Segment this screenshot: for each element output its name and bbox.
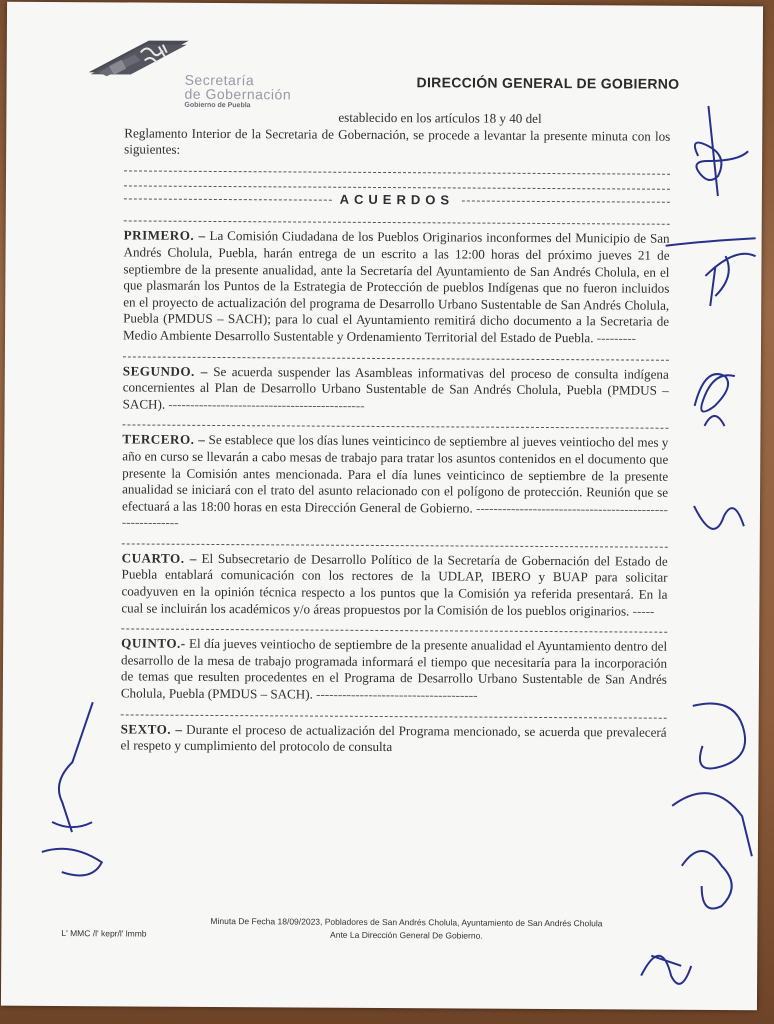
clause-text: Durante el proceso de actualización del Programa mencionado, se acuerda que prevalecerá el respeto y cumplimiento del protocolo de consulta [120, 721, 667, 755]
clause-text: El día jueves veintiocho de septiembre de la presente anualidad el Ayuntamiento dentro del desarrollo de la mesa de trabajo programada informará el tiempo que necesitaría para la incorporación de temas que resulten procedentes en el Programa de Desarrollo Urbano Sustentable de San Andrés Cholula, Puebla (PMDUS – SACH). [120, 636, 668, 702]
dashed-divider [121, 704, 667, 718]
document-body [120, 108, 670, 757]
clause-label: CUARTO. – [121, 550, 197, 566]
intro-text: Reglamento Interior de la Secretaria de Gobernación, se procede a levantar la presente minuta con los siguientes: [124, 125, 671, 157]
signature-left [32, 692, 123, 893]
clause-label: SEGUNDO. – [122, 362, 208, 379]
typist-initials: L' MMC /l' kepr/l' lmmb [61, 928, 147, 939]
signature-right-top [678, 96, 759, 216]
clause-trail: ----- [629, 603, 655, 619]
clause-trail: --------- [593, 330, 637, 346]
clause-segundo [123, 363, 669, 416]
dashed-divider [124, 160, 670, 174]
clause-trail: ------------------------------------- [312, 686, 478, 703]
footer-line-2: Ante La Dirección General De Gobierno. [330, 929, 483, 941]
acuerdos-heading: ACUERDOS [339, 191, 455, 208]
logo-line-2: de Gobernación [184, 85, 292, 103]
document-page [1, 2, 763, 1011]
signature-right-5 [652, 686, 763, 917]
footer-line-1: Minuta De Fecha 18/09/2023, Pobladores de San Andrés Cholula, Ayuntamiento de San Andrés Cholula [210, 915, 603, 929]
logo-line-3: Gobierno de Puebla [184, 101, 251, 110]
dashed-divider [462, 200, 670, 202]
clause-label: SEXTO. – [120, 721, 183, 737]
logo-line-1: Secretaría [184, 71, 255, 89]
dashed-divider [123, 346, 669, 360]
page-footer [171, 915, 641, 944]
logo-wordmark [184, 73, 291, 112]
dashed-divider [121, 619, 667, 633]
clause-primero [123, 228, 670, 347]
clause-sexto [120, 721, 666, 758]
clause-text: Se acuerda suspender las Asambleas informativas del proceso de consulta indígena concernientes al Plan de Desarrollo Urbano Sustentable de San Andrés Cholula, Puebla (PMDUS – SACH). [122, 363, 669, 412]
clause-quinto [121, 636, 667, 706]
page-header-title: DIRECCIÓN GENERAL DE GOBIERNO [416, 74, 680, 92]
clause-trail: --------------------------------------------------------- [121, 500, 669, 531]
clause-label: PRIMERO. – [123, 227, 206, 244]
signature-right-3 [674, 346, 755, 446]
dashed-divider [122, 533, 668, 547]
clause-label: QUINTO.- [121, 635, 186, 652]
acuerdos-heading-row [124, 190, 670, 210]
signature-right-4 [684, 496, 754, 556]
dashed-divider [124, 175, 670, 189]
signature-right-2 [665, 236, 766, 337]
dashed-divider [122, 415, 668, 429]
dashed-divider [124, 198, 332, 200]
intro-line: establecido en los artículos 18 y 40 del [338, 109, 542, 126]
clause-text: El Subsecretario de Desarrollo Político de la Secretaría de Gobernación del Estado de Puebla entablará comunicación con los rectores de la UDLAP, IBERO y BUAP para solicitar coadyuven en la opinión técnica respecto a los puntos que la Comisión ya referida presentará. En la cual se incluirán los académicos y/o áreas propuestos por la Comisión de los pueblos originarios. [121, 550, 668, 619]
clause-label: TERCERO. – [122, 431, 206, 448]
clause-text: Se establece que los días lunes veinticinco de septiembre al jueves veintiocho del mes y año en curso se llevarán a cabo mesas de trabajo para tratar los asuntos contenidos en el documento que presente la Comisión antes mencionada. Para el día lunes veinticinco de septiembre de la presente anualidad se iniciará con el trato del asunto relacionado con el polígono de protección. Reunión que se efectuará a las 18:00 horas en esta Dirección General de Gobierno. [121, 432, 669, 516]
clause-trail: --------------------------------------------- [165, 396, 365, 413]
dashed-divider [124, 211, 670, 225]
signature-bottom-right [631, 926, 711, 996]
clause-text: La Comisión Ciudadana de los Pueblos Originarios inconformes del Municipio de San Andrés Cholula, Puebla, harán entrega de un escrito a las 12:00 horas del próximo jueves 21 de septiembre de la presente anualidad, ante la Secretaría del Ayuntamiento de San Andrés Cholula, en el que plasmarán los Puntos de la Estrategia de Protección de pueblos Indígenas que no fueron incluidos en el proyecto de actualización del programa de Desarrollo Urbano Sustentable de San Andrés Cholula, Puebla (PMDUS – SACH); para lo cual el Ayuntamiento remitirá dicho documento a la Secretaria de Medio Ambiente Desarrollo Sustentable y Ordenamiento Territorial del Estado de Puebla. [122, 228, 670, 346]
clause-tercero [122, 432, 669, 535]
clause-cuarto [121, 550, 667, 620]
